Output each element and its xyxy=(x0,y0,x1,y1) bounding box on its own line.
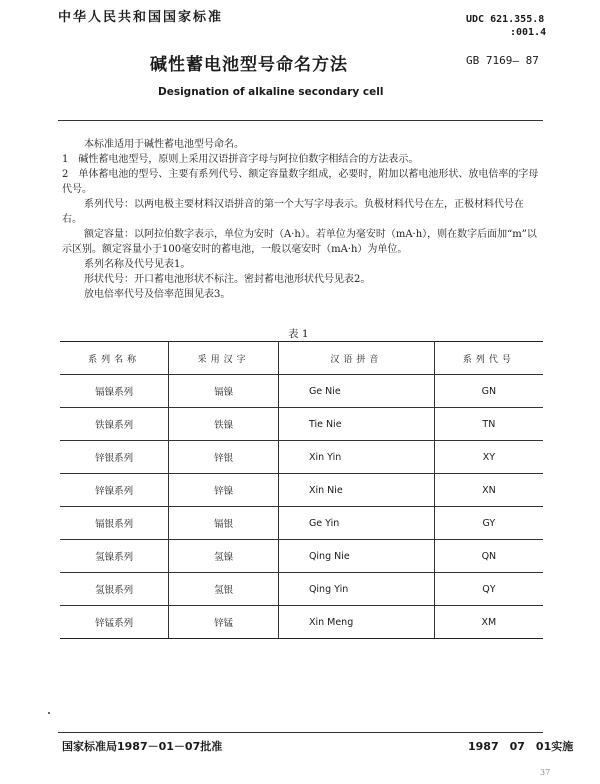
effective-date: 1987 07 01实施 xyxy=(468,740,574,753)
table-header-cell: 汉语拼音 xyxy=(278,342,434,375)
series-code-paragraph: 系列代号：以两电极主要材料汉语拼音的第一个大写字母表示。负极材料代号在左，正极材料代号在右。 xyxy=(62,199,524,225)
table-row xyxy=(60,573,543,606)
series-code-cell: QN xyxy=(434,540,543,573)
pinyin-cell: Ge Nie xyxy=(278,375,434,408)
table-row xyxy=(60,540,543,573)
page-number: 37 xyxy=(540,768,551,777)
series-name-cell: 锌镍系列 xyxy=(60,474,169,507)
hanzi-cell: 氢镍 xyxy=(169,540,279,573)
pinyin-cell: Qing Nie xyxy=(278,540,434,573)
series-code-cell: GN xyxy=(434,375,543,408)
hanzi-cell: 氢银 xyxy=(169,573,279,606)
series-name-cell: 镉银系列 xyxy=(60,507,169,540)
series-code-cell: XM xyxy=(434,606,543,639)
hanzi-cell: 锌银 xyxy=(169,441,279,474)
series-name-cell: 镉镍系列 xyxy=(60,375,169,408)
pinyin-cell: Xin Nie xyxy=(278,474,434,507)
series-name-cell: 铁镍系列 xyxy=(60,408,169,441)
series-name-cell: 氢镍系列 xyxy=(60,540,169,573)
document-title-cn: 碱性蓄电池型号命名方法 xyxy=(150,55,348,75)
shape-code-paragraph: 形状代号：开口蓄电池形状不标注。密封蓄电池形状代号见表2。 xyxy=(84,274,371,285)
series-code-cell: TN xyxy=(434,408,543,441)
table-row xyxy=(60,408,543,441)
intro-paragraph: 本标准适用于碱性蓄电池型号命名。 xyxy=(84,139,244,150)
body-text xyxy=(62,137,540,302)
table-row xyxy=(60,606,543,639)
series-name-cell: 氢银系列 xyxy=(60,573,169,606)
standard-name: 中华人民共和国国家标准 xyxy=(58,10,224,25)
hanzi-cell: 锌镍 xyxy=(169,474,279,507)
series-code-cell: GY xyxy=(434,507,543,540)
udc-code-line2: :001.4 xyxy=(510,27,547,38)
table-row xyxy=(60,474,543,507)
series-code-cell: XN xyxy=(434,474,543,507)
series-code-cell: XY xyxy=(434,441,543,474)
header-rule xyxy=(58,120,543,121)
rate-ref-paragraph: 放电倍率代号及倍率范围见表3。 xyxy=(84,289,231,300)
approval-date: 国家标准局1987－01－07批准 xyxy=(62,740,223,753)
series-name-cell: 锌银系列 xyxy=(60,441,169,474)
footer-rule xyxy=(58,732,543,733)
hanzi-cell: 镉镍 xyxy=(169,375,279,408)
hanzi-cell: 镉银 xyxy=(169,507,279,540)
series-ref-paragraph: 系列名称及代号见表1。 xyxy=(84,259,191,270)
table-header-cell: 采用汉字 xyxy=(169,342,279,375)
hanzi-cell: 铁镍 xyxy=(169,408,279,441)
pinyin-cell: Ge Yin xyxy=(278,507,434,540)
table-header-row xyxy=(60,342,543,375)
table-row xyxy=(60,375,543,408)
table-header-cell: 系列代号 xyxy=(434,342,543,375)
udc-code-line1: UDC 621.355.8 xyxy=(466,14,545,25)
rated-capacity-paragraph: 额定容量：以阿拉伯数字表示，单位为安时（A·h）。若单位为毫安时（mA·h），则在数字后面加“m”以示区别。额定容量小于100毫安时的蓄电池，一般以毫安时（mA·h）为单位。 xyxy=(62,229,537,255)
document-title-en: Designation of alkaline secondary cell xyxy=(158,86,384,98)
gb-number: GB 7169— 87 xyxy=(466,54,539,67)
item-1: 1 碱性蓄电池型号，原则上采用汉语拼音字母与阿拉伯数字相结合的方法表示。 xyxy=(62,154,419,165)
pinyin-cell: Xin Yin xyxy=(278,441,434,474)
pinyin-cell: Xin Meng xyxy=(278,606,434,639)
pinyin-cell: Tie Nie xyxy=(278,408,434,441)
table-row xyxy=(60,441,543,474)
table-caption: 表 1 xyxy=(288,328,309,340)
scan-speck xyxy=(48,712,50,714)
series-table xyxy=(60,341,543,639)
table-row xyxy=(60,507,543,540)
series-name-cell: 锌锰系列 xyxy=(60,606,169,639)
pinyin-cell: Qing Yin xyxy=(278,573,434,606)
table-header-cell: 系列名称 xyxy=(60,342,169,375)
item-2: 2 单体蓄电池的型号、主要有系列代号、额定容量数字组成，必要时，附加以蓄电池形状、放电倍率的字母代号。 xyxy=(62,169,539,195)
series-code-cell: QY xyxy=(434,573,543,606)
hanzi-cell: 锌锰 xyxy=(169,606,279,639)
